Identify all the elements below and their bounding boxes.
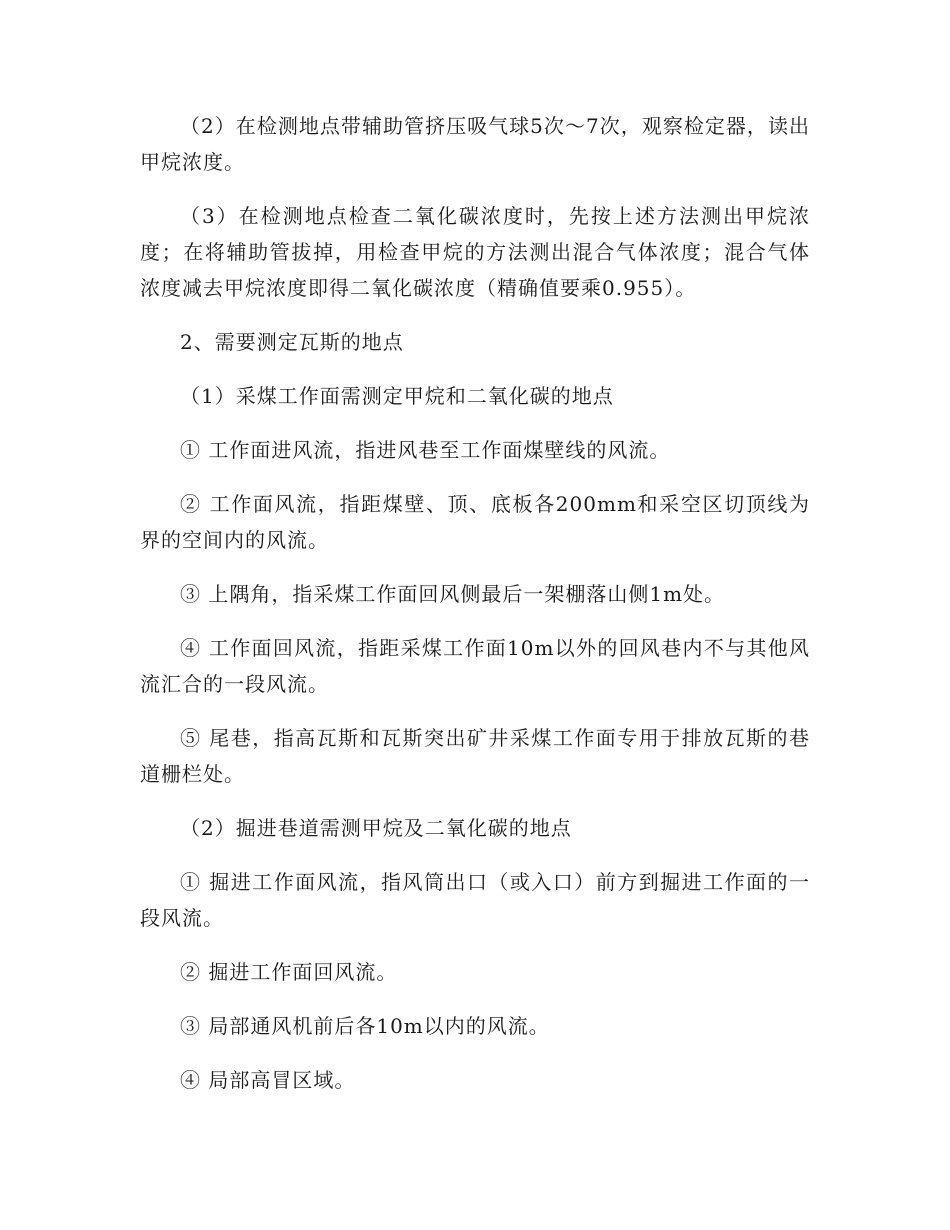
subheading-coal-face: （1）采煤工作面需测定甲烷和二氧化碳的地点 bbox=[180, 384, 614, 408]
list-item-heading-face-airflow: ① 掘进工作面风流，指风筒出口（或入口）前方到掘进工作面的一段风流。 bbox=[140, 870, 810, 930]
list-item-intake-airflow: ① 工作面进风流，指进风巷至工作面煤壁线的风流。 bbox=[180, 438, 671, 462]
list-item-heading-return-airflow: ② 掘进工作面回风流。 bbox=[180, 960, 398, 984]
section-heading-measurement-locations: 2、需要测定瓦斯的地点 bbox=[180, 330, 404, 354]
paragraph-step-2: （2）在检测地点带辅助管挤压吸气球5次～7次，观察检定器，读出甲烷浓度。 bbox=[140, 114, 810, 174]
list-item-local-fan-airflow: ③ 局部通风机前后各10m以内的风流。 bbox=[180, 1014, 550, 1038]
paragraph-step-3: （3）在检测地点检查二氧化碳浓度时，先按上述方法测出甲烷浓度；在将辅助管拔掉，用检查甲烷的方法测出混合气体浓度；混合气体浓度减去甲烷浓度即得二氧化碳浓度（精确值要乘0.955）。 bbox=[140, 204, 810, 300]
list-item-upper-corner: ③ 上隅角，指采煤工作面回风侧最后一架棚落山侧1m处。 bbox=[180, 582, 726, 606]
list-item-roof-fall-area: ④ 局部高冒区域。 bbox=[180, 1068, 356, 1092]
list-item-face-airflow: ② 工作面风流，指距煤壁、顶、底板各200mm和采空区切顶线为界的空间内的风流。 bbox=[140, 492, 810, 552]
document-body bbox=[140, 108, 810, 1116]
subheading-heading-roadway: （2）掘进巷道需测甲烷及二氧化碳的地点 bbox=[180, 816, 572, 840]
list-item-return-airflow: ④ 工作面回风流，指距采煤工作面10m以外的回风巷内不与其他风流汇合的一段风流。 bbox=[140, 636, 810, 696]
list-item-tail-roadway: ⑤ 尾巷，指高瓦斯和瓦斯突出矿井采煤工作面专用于排放瓦斯的巷道栅栏处。 bbox=[140, 726, 810, 786]
